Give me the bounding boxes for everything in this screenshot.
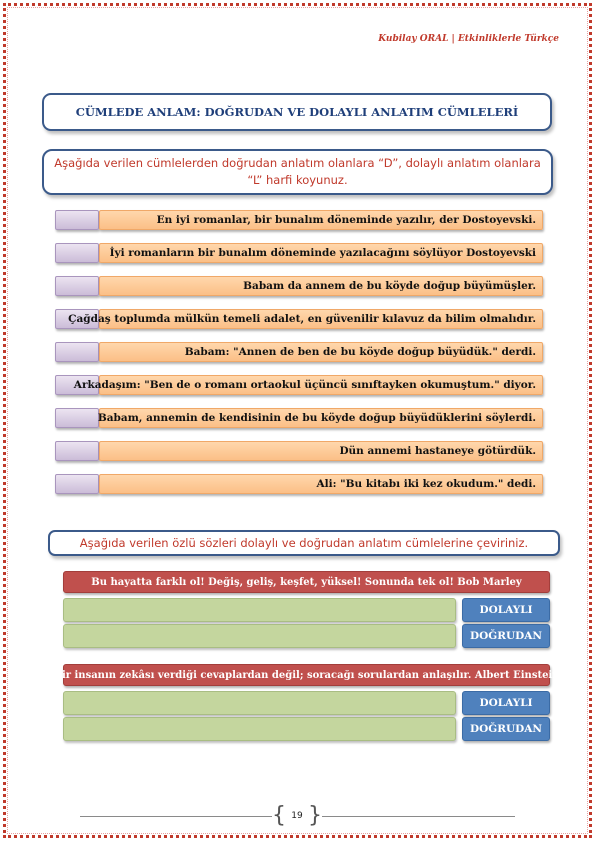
sentence-box: [73, 375, 543, 395]
direct-label-text: DOĞRUDAN: [470, 723, 542, 735]
indirect-answer-field[interactable]: [63, 598, 456, 622]
footer-divider-left: [80, 816, 272, 817]
sentence-text: En iyi romanlar, bir bunalım döneminde yazılır, der Dostoyevski.: [156, 214, 536, 226]
sentence-row: [55, 474, 543, 494]
sentence-box: [99, 342, 543, 362]
brace-right-icon: }: [308, 803, 322, 828]
sentence-box: [99, 441, 543, 461]
answer-box[interactable]: [55, 243, 99, 263]
sentence-text: Ali: "Bu kitabı iki kez okudum." dedi.: [316, 478, 536, 490]
indirect-answer-field[interactable]: [63, 691, 456, 715]
sentence-row: [55, 309, 543, 329]
sentence-text: Babam, annemin de kendisinin de bu köyde doğup büyüdüklerini söylerdi.: [97, 412, 536, 424]
brace-left-icon: {: [272, 803, 286, 828]
header-brand: Kubilay ORAL | Etkinliklerle Türkçe: [378, 34, 559, 44]
answer-box[interactable]: [55, 276, 99, 296]
quote-text: Bu hayatta farklı ol! Değiş, geliş, keşfet, yüksel! Sonunda tek ol! Bob Marley: [91, 576, 522, 588]
footer-divider-right: [322, 816, 515, 817]
answer-box[interactable]: [55, 474, 99, 494]
sentence-row: [55, 243, 543, 263]
sentence-box: [99, 210, 543, 230]
title-box: [42, 93, 552, 131]
sentence-box: [99, 276, 543, 296]
sentence-row: [55, 276, 543, 296]
indirect-label: [462, 691, 550, 715]
indirect-label: [462, 598, 550, 622]
sentence-row: [55, 441, 543, 461]
section2-instruction-box: [48, 530, 560, 556]
answer-box[interactable]: [55, 441, 99, 461]
sentence-text: Arkadaşım: "Ben de o romanı ortaokul üçüncü sınıftayken okumuştum." diyor.: [73, 379, 536, 391]
sentence-row: [55, 342, 543, 362]
page-title: CÜMLEDE ANLAM: DOĞRUDAN VE DOLAYLI ANLATIM CÜMLELERİ: [75, 105, 519, 119]
direct-label: [462, 717, 550, 741]
sentence-text: Babam: "Annen de ben de bu köyde doğup büyüdük." derdi.: [184, 346, 536, 358]
direct-answer-field[interactable]: [63, 717, 456, 741]
answer-box[interactable]: [55, 342, 99, 362]
sentence-text: Babam da annem de bu köyde doğup büyümüşler.: [243, 280, 536, 292]
sentence-row: [55, 375, 543, 395]
direct-label-text: DOĞRUDAN: [470, 630, 542, 642]
indirect-label-text: DOLAYLI: [479, 604, 533, 616]
direct-answer-field[interactable]: [63, 624, 456, 648]
page-number: 19: [291, 811, 303, 821]
sentence-box: [99, 474, 543, 494]
page-number-box: [272, 804, 322, 828]
quote-box: [63, 571, 550, 593]
indirect-label-text: DOLAYLI: [479, 697, 533, 709]
section2-instruction: Aşağıda verilen özlü sözleri dolaylı ve doğrudan anlatım cümlelerine çeviriniz.: [79, 536, 529, 550]
sentence-text: Dün annemi hastaneye götürdük.: [339, 445, 536, 457]
sentence-box: [99, 408, 543, 428]
sentence-box: [68, 309, 543, 329]
quote-box: [53, 664, 560, 686]
direct-label: [462, 624, 550, 648]
sentence-text: İyi romanların bir bunalım döneminde yazılacağını söylüyor Dostoyevski: [109, 247, 536, 259]
answer-box[interactable]: [55, 210, 99, 230]
sentence-box: [99, 243, 543, 263]
answer-box[interactable]: [55, 408, 99, 428]
quote-text: Bir insanın zekâsı verdiği cevaplardan değil; soracağı sorulardan anlaşılır. Albert Einstein: [53, 669, 560, 681]
sentence-row: [55, 408, 543, 428]
sentence-row: [55, 210, 543, 230]
section1-instruction: Aşağıda verilen cümlelerden doğrudan anlatım olanlara “D”, dolaylı anlatım olanlara “L” harfi koyunuz.: [54, 156, 541, 187]
section1-instruction-box: [42, 149, 553, 195]
sentence-text: Çağdaş toplumda mülkün temeli adalet, en güvenilir kılavuz da bilim olmalıdır.: [68, 313, 536, 325]
